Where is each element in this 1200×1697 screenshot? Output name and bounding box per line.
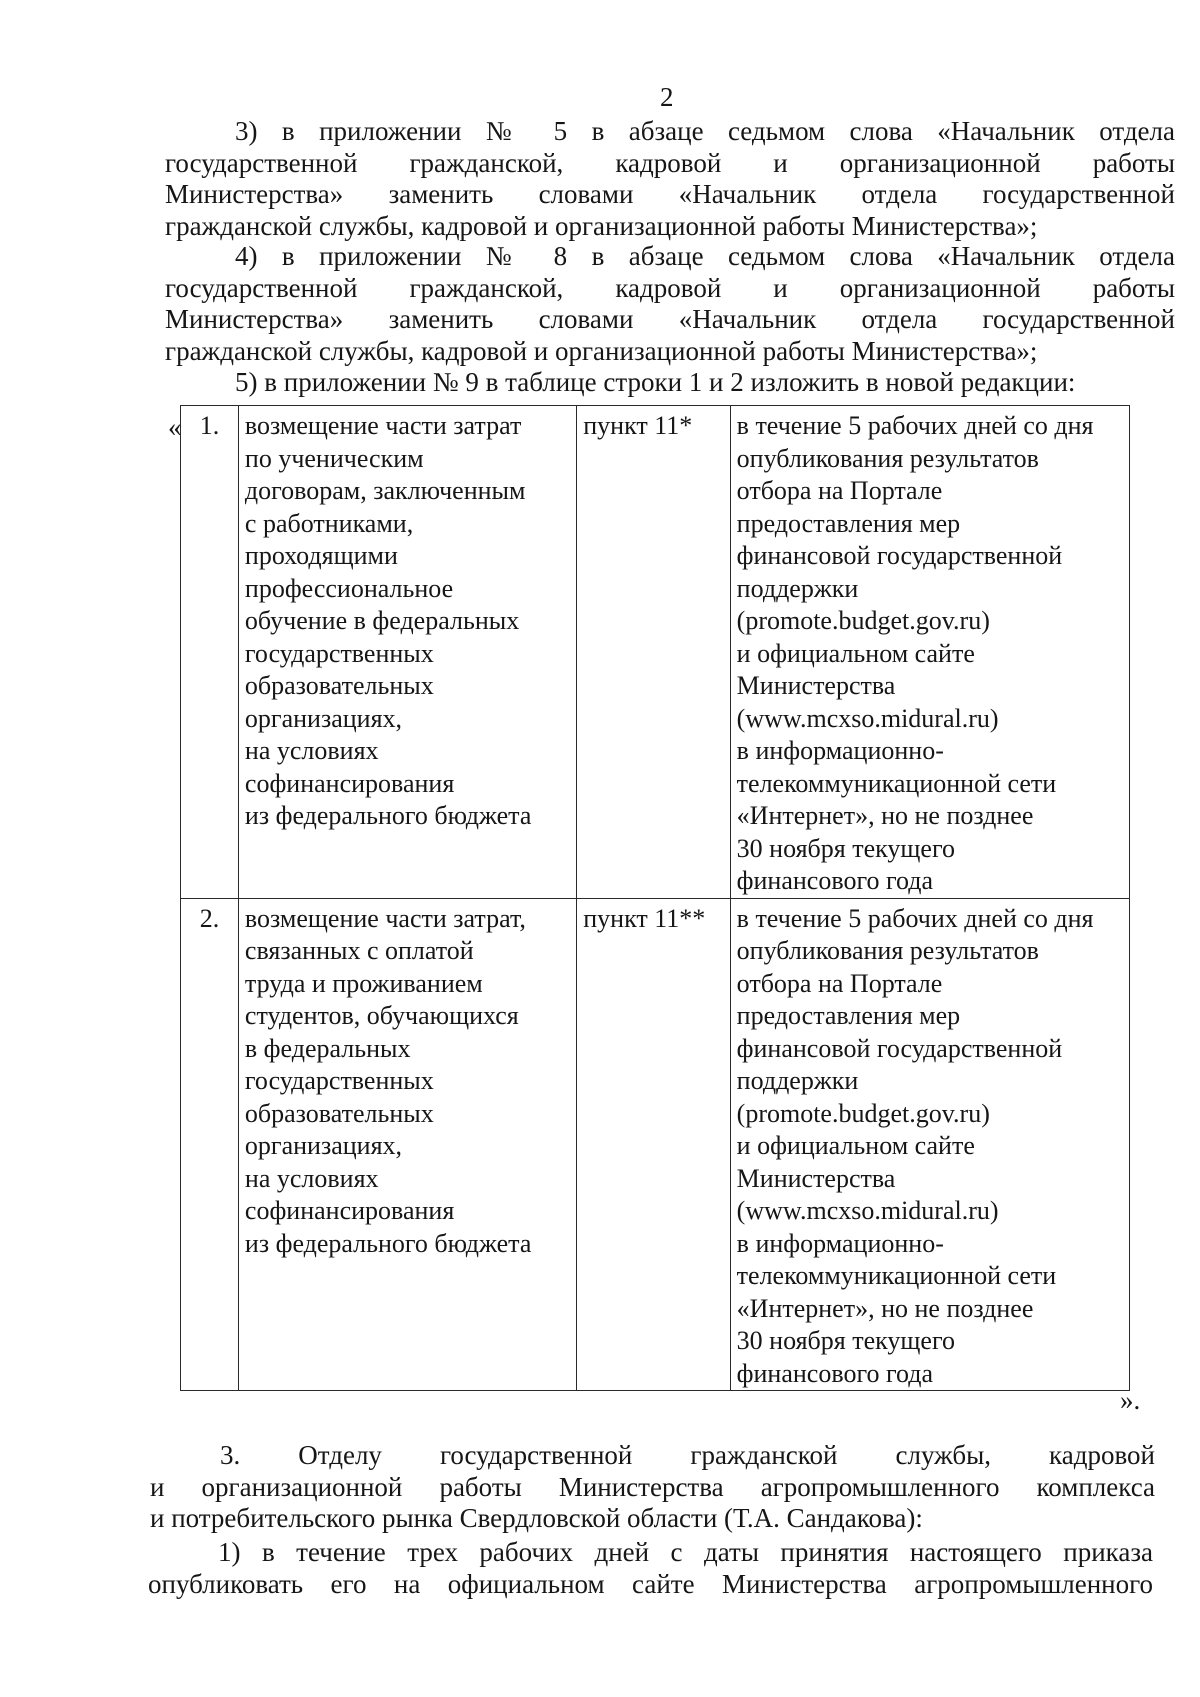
desc-line: по ученическим (244, 443, 424, 473)
item-3-line-1: 3) в приложении № 5 в абзаце седьмом слова «Начальник отдела (235, 116, 1175, 146)
desc-line: профессиональное (244, 573, 454, 603)
desc-line: государственных (244, 1066, 434, 1095)
desc-line: образовательных (244, 671, 434, 700)
desc-line: труда и проживанием (244, 968, 483, 998)
table-close-quote: ». (1120, 1385, 1141, 1415)
term-line: и официальном сайте (736, 638, 975, 668)
term-line: опубликования результатов (736, 443, 1039, 473)
desc-line: на условиях (244, 736, 379, 765)
term-line: в информационно- (736, 736, 944, 765)
section-3-line-3: и потребительского рынка Свердловской области (Т.А. Сандакова): (150, 1503, 923, 1533)
row-number: 2. (181, 898, 239, 1391)
item-3-paragraph (165, 116, 1175, 242)
row-number: 1. (181, 406, 239, 899)
term-line: финансовой государственной (736, 541, 1063, 570)
term-line: Министерства (736, 671, 896, 700)
desc-line: договорам, заключенным (244, 476, 526, 505)
desc-line: обучение в федеральных (244, 606, 520, 635)
term-line: (www.mcxso.midural.ru) (736, 703, 999, 733)
term-line: предоставления мер (736, 1001, 961, 1030)
desc-line: организациях, (244, 1131, 403, 1160)
desc-line: в федеральных (244, 1033, 411, 1063)
item-4-line-2: государственной гражданской, кадровой и организационной работы (165, 272, 1175, 303)
desc-line: из федерального бюджета (244, 801, 532, 830)
section-3-paragraph (150, 1440, 1155, 1535)
subsidy-table (180, 405, 1130, 1391)
item-3-line-2: государственной гражданской, кадровой и организационной работы (165, 147, 1175, 178)
term-line: (promote.budget.gov.ru) (736, 1098, 990, 1128)
section-3-sub-1-paragraph (148, 1537, 1153, 1600)
term-line: 30 ноября текущего (736, 833, 955, 863)
term-line: в течение 5 рабочих дней со дня (736, 411, 1094, 440)
table-open-quote: « (168, 412, 182, 442)
term-line: финансовой государственной (736, 1033, 1063, 1063)
desc-line: софинансирования (244, 768, 455, 798)
desc-line: софинансирования (244, 1196, 455, 1225)
term-line: в течение 5 рабочих дней со дня (736, 903, 1094, 933)
item-5-line: 5) в приложении № 9 в таблице строки 1 и 2 изложить в новой редакции: (235, 367, 1076, 397)
desc-line: проходящими (244, 541, 398, 570)
item-4-paragraph (165, 241, 1175, 367)
row-reference: пункт 11** (577, 898, 730, 1391)
section-3-line-2: и организационной работы Министерства агропромышленного комплекса (150, 1471, 1155, 1502)
desc-line: студентов, обучающихся (244, 1001, 519, 1030)
row-description (238, 406, 576, 899)
term-line: телекоммуникационной сети (736, 768, 1057, 798)
table-row (181, 898, 1130, 1391)
section-3-line-1: 3. Отделу государственной гражданской службы, кадровой (220, 1440, 1155, 1470)
term-line: в информационно- (736, 1228, 944, 1258)
term-line: и официальном сайте (736, 1131, 975, 1160)
term-line: опубликования результатов (736, 936, 1039, 965)
item-4-line-4: гражданской службы, кадровой и организационной работы Министерства»; (165, 335, 1038, 366)
term-line: Министерства (736, 1163, 896, 1193)
row-term (730, 898, 1129, 1391)
row-description (238, 898, 576, 1391)
desc-line: образовательных (244, 1098, 434, 1128)
item-4-line-1: 4) в приложении № 8 в абзаце седьмом слова «Начальник отдела (235, 241, 1175, 271)
item-3-line-3: Министерства» заменить словами «Начальник отдела государственной (165, 179, 1175, 209)
desc-line: возмещение части затрат (244, 411, 522, 440)
term-line: «Интернет», но не позднее (736, 801, 1034, 830)
term-line: 30 ноября текущего (736, 1326, 955, 1355)
term-line: (www.mcxso.midural.ru) (736, 1196, 999, 1225)
table-row (181, 406, 1130, 899)
desc-line: из федерального бюджета (244, 1228, 532, 1258)
desc-line: возмещение части затрат, (244, 903, 526, 933)
term-line: финансового года (736, 1358, 933, 1388)
term-line: отбора на Портале (736, 476, 943, 505)
section-3-sub-1-line-2: опубликовать его на официальном сайте Министерства агропромышленного (148, 1568, 1153, 1599)
desc-line: связанных с оплатой (244, 936, 474, 965)
term-line: отбора на Портале (736, 968, 943, 998)
term-line: поддержки (736, 573, 859, 603)
term-line: «Интернет», но не позднее (736, 1293, 1034, 1323)
term-line: (promote.budget.gov.ru) (736, 606, 990, 635)
term-line: предоставления мер (736, 508, 961, 538)
term-line: поддержки (736, 1066, 859, 1095)
term-line: финансового года (736, 866, 933, 895)
desc-line: с работниками, (244, 508, 414, 538)
desc-line: на условиях (244, 1163, 379, 1193)
row-reference: пункт 11* (577, 406, 730, 899)
term-line: телекоммуникационной сети (736, 1261, 1057, 1290)
desc-line: организациях, (244, 703, 403, 733)
page-number: 2 (660, 82, 674, 112)
item-4-line-3: Министерства» заменить словами «Начальник отдела государственной (165, 304, 1175, 334)
section-3-sub-1-line-1: 1) в течение трех рабочих дней с даты принятия настоящего приказа (218, 1537, 1153, 1567)
desc-line: государственных (244, 638, 434, 668)
row-term (730, 406, 1129, 899)
item-3-line-4: гражданской службы, кадровой и организационной работы Министерства»; (165, 210, 1038, 241)
